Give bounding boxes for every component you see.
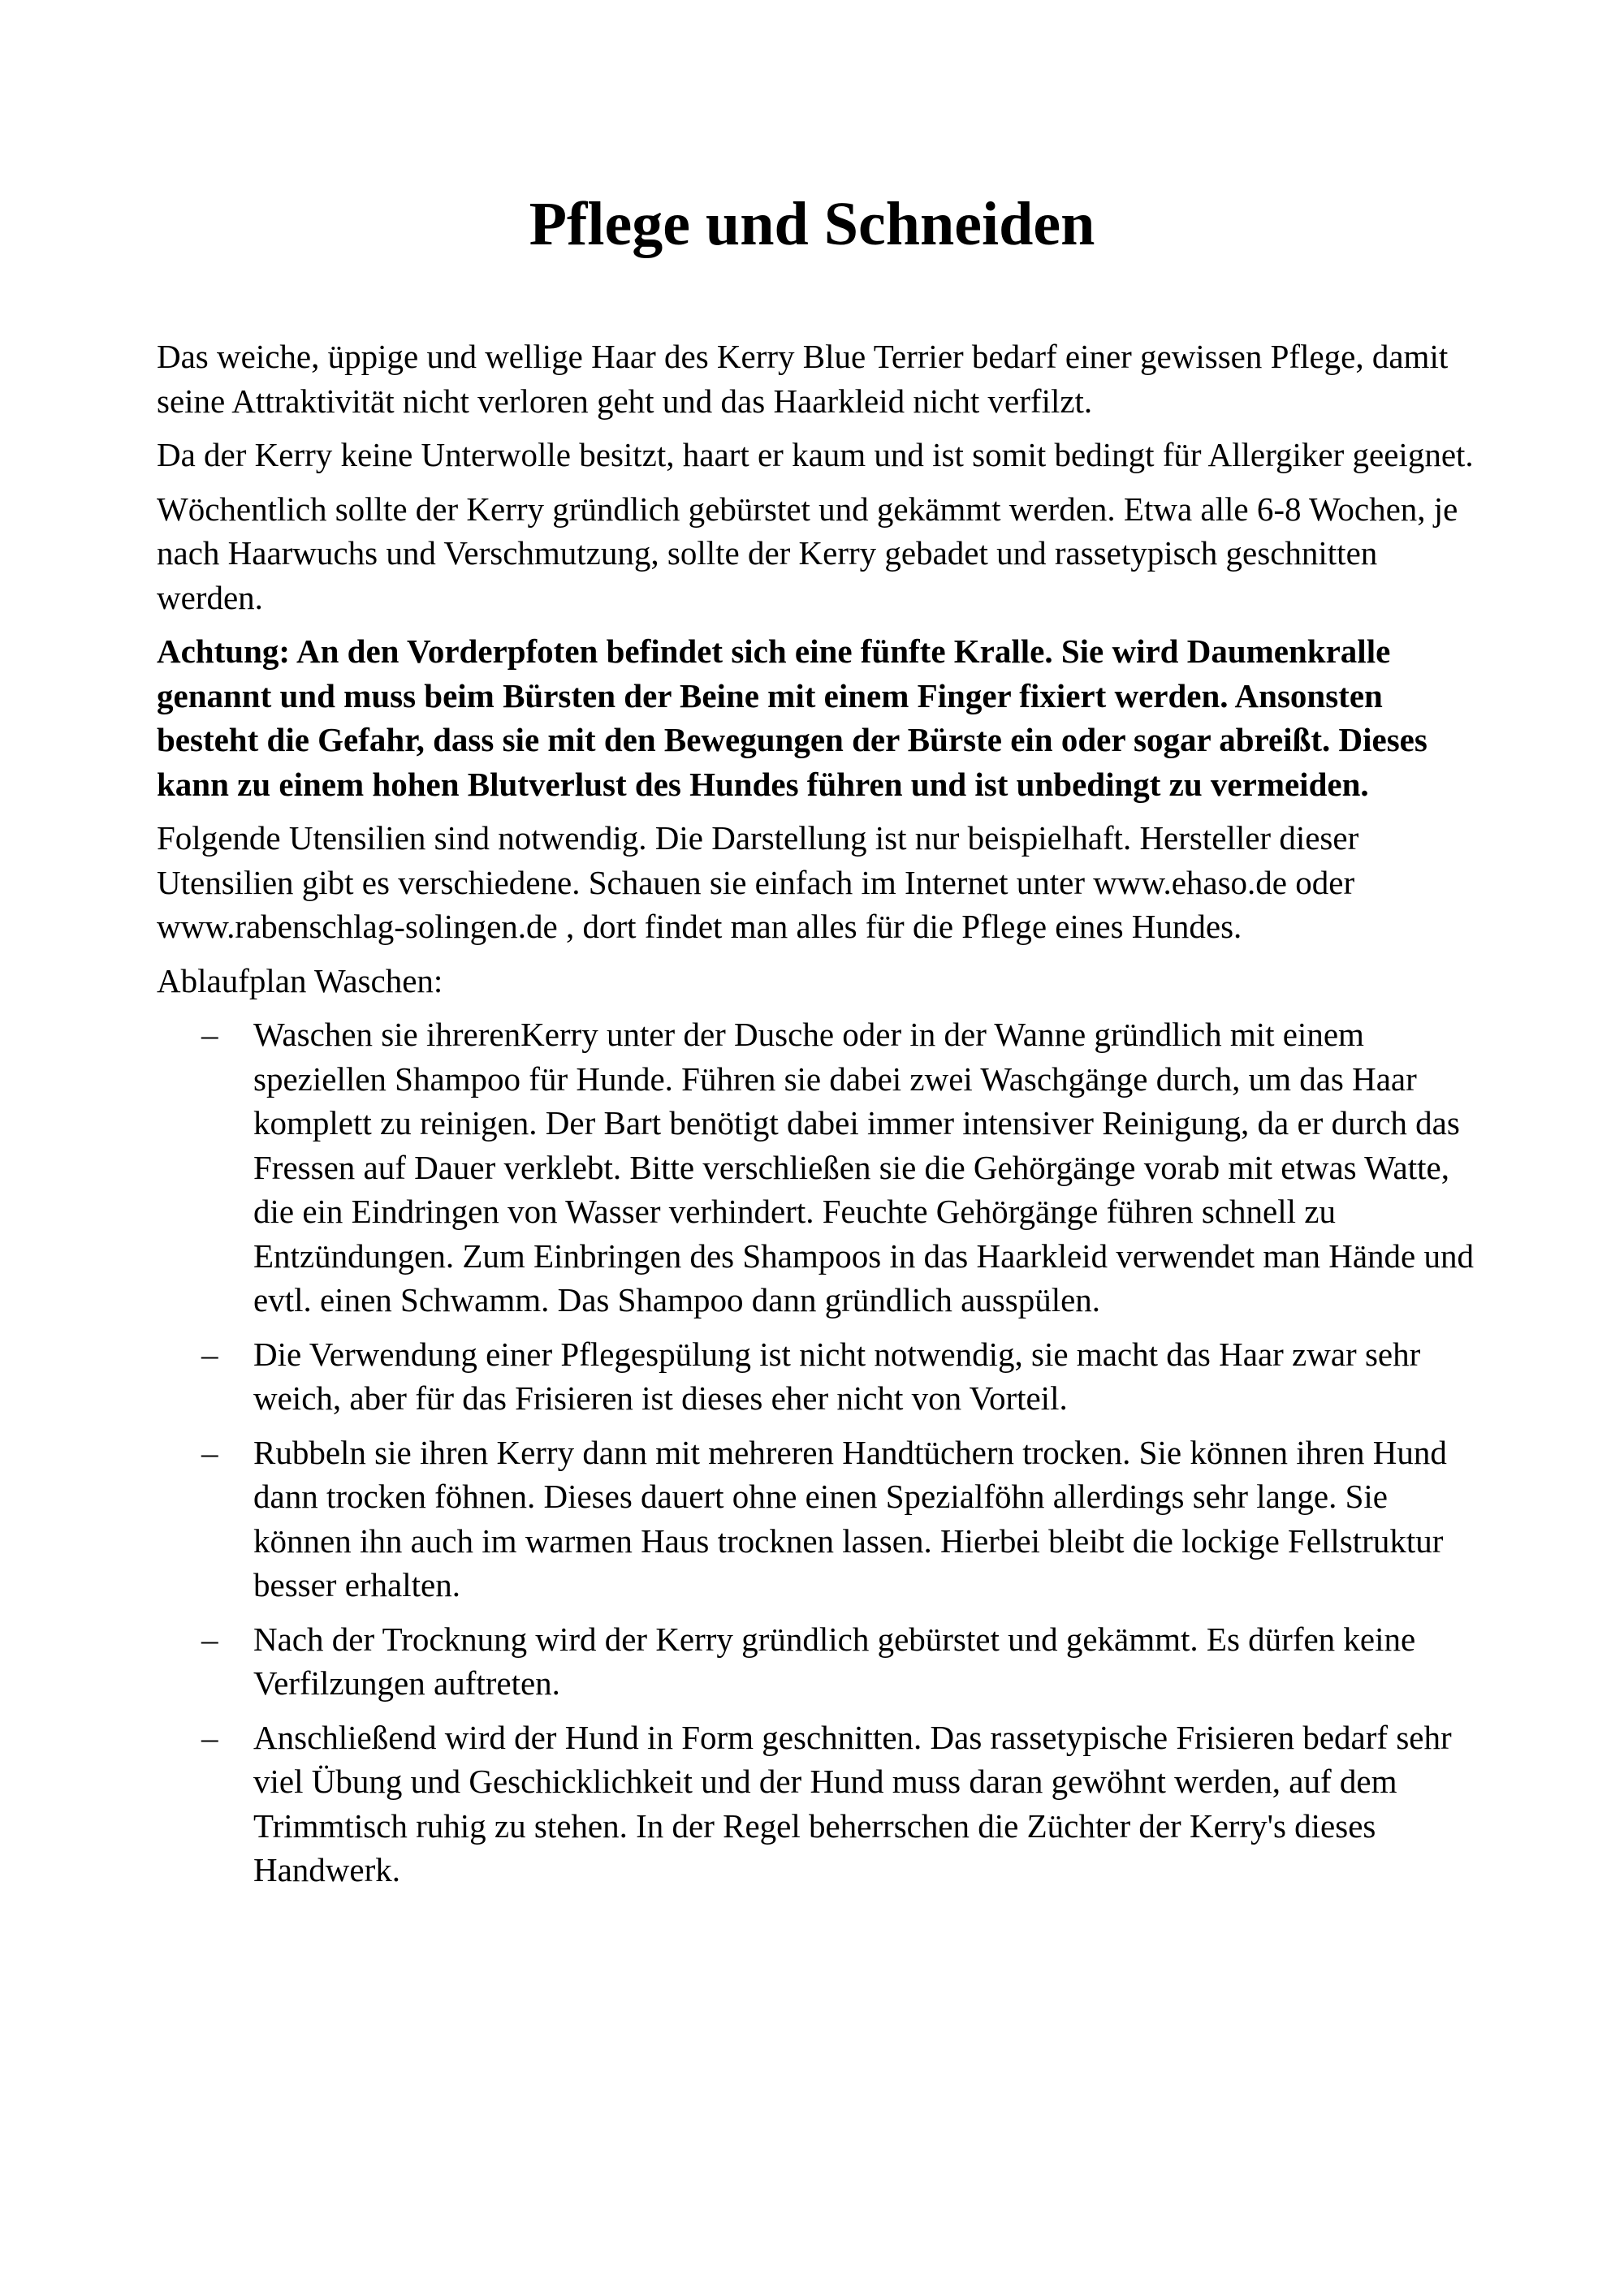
warning-paragraph: Achtung: An den Vorderpfoten befindet sich eine fünfte Kralle. Sie wird Daumenkralle genannt und muss beim Bürsten der Beine mit einem Finger fixiert werden. Ansonsten besteht die Gefahr, dass sie mit den Bewegungen der Bürste ein oder sogar abreißt. Dieses kann zu einem hohen Blutverlust des Hundes führen und ist unbedingt zu vermeiden. [157, 632, 1427, 803]
dash-bullet: – [201, 1433, 218, 1471]
paragraph-allergy: Da der Kerry keine Unterwolle besitzt, haart er kaum und ist somit bedingt für Allergiker geeignet. [157, 436, 1474, 473]
paragraph-utensils: Folgende Utensilien sind notwendig. Die Darstellung ist nur beispielhaft. Hersteller dieser Utensilien gibt es verschiedene. Schauen sie einfach im Internet unter www.ehaso.de oder www.rabenschlag-solingen.de , dort findet man alles für die Pflege eines Hundes. [157, 819, 1359, 945]
list-item-text: Die Verwendung einer Pflegespülung ist nicht notwendig, sie macht das Haar zwar sehr weich, aber für das Frisieren ist dieses eher nicht von Vorteil. [253, 1335, 1421, 1417]
washing-steps-list [157, 1012, 1488, 1892]
page-title: Pflege und Schneiden [529, 190, 1095, 258]
dash-bullet: – [201, 1620, 218, 1658]
document-body [157, 334, 1488, 1902]
list-item [157, 1332, 1488, 1421]
list-item-text: Nach der Trocknung wird der Kerry gründlich gebürstet und gekämmt. Es dürfen keine Verfilzungen auftreten. [253, 1620, 1416, 1702]
paragraph-intro: Das weiche, üppige und wellige Haar des Kerry Blue Terrier bedarf einer gewissen Pflege, damit seine Attraktivität nicht verloren geht und das Haarkleid nicht verfilzt. [157, 338, 1449, 420]
dash-bullet: – [201, 1016, 218, 1053]
list-item-text: Anschließend wird der Hund in Form geschnitten. Das rassetypische Frisieren bedarf sehr viel Übung und Geschicklichkeit und der Hund muss daran gewöhnt werden, auf dem Trimmtisch ruhig zu stehen. In der Regel beherrschen die Züchter der Kerry's dieses Handwerk. [253, 1718, 1452, 1888]
list-item [157, 1617, 1488, 1706]
list-item [157, 1012, 1488, 1323]
list-item [157, 1431, 1488, 1608]
list-item-text: Waschen sie ihrerenKerry unter der Dusche oder in der Wanne gründlich mit einem speziellen Shampoo für Hunde. Führen sie dabei zwei Waschgänge durch, um das Haar komplett zu reinigen. Der Bart benötigt dabei immer intensiver Reinigung, da er durch das Fressen auf Dauer verklebt. Bitte verschließen sie die Gehörgänge vorab mit etwas Watte, die ein Eindringen von Wasser verhindert. Feuchte Gehörgänge führen schnell zu Entzündungen. Zum Einbringen des Shampoos in das Haarkleid verwendet man Hände und evtl. einen Schwamm. Das Shampoo dann gründlich ausspülen. [253, 1016, 1474, 1318]
dash-bullet: – [201, 1335, 218, 1373]
list-item-text: Rubbeln sie ihren Kerry dann mit mehreren Handtüchern trocken. Sie können ihren Hund dann trocken föhnen. Dieses dauert ohne einen Spezialföhn allerdings sehr lange. Sie können ihn auch im warmen Haus trocknen lassen. Hierbei bleibt die lockige Fellstruktur besser erhalten. [253, 1433, 1447, 1603]
list-item [157, 1716, 1488, 1892]
dash-bullet: – [201, 1718, 218, 1756]
paragraph-weekly-care: Wöchentlich sollte der Kerry gründlich gebürstet und gekämmt werden. Etwa alle 6-8 Wochen, je nach Haarwuchs und Verschmutzung, sollte der Kerry gebadet und rassetypisch geschnitten werden. [157, 490, 1458, 616]
section-heading-washing: Ablaufplan Waschen: [157, 961, 443, 999]
